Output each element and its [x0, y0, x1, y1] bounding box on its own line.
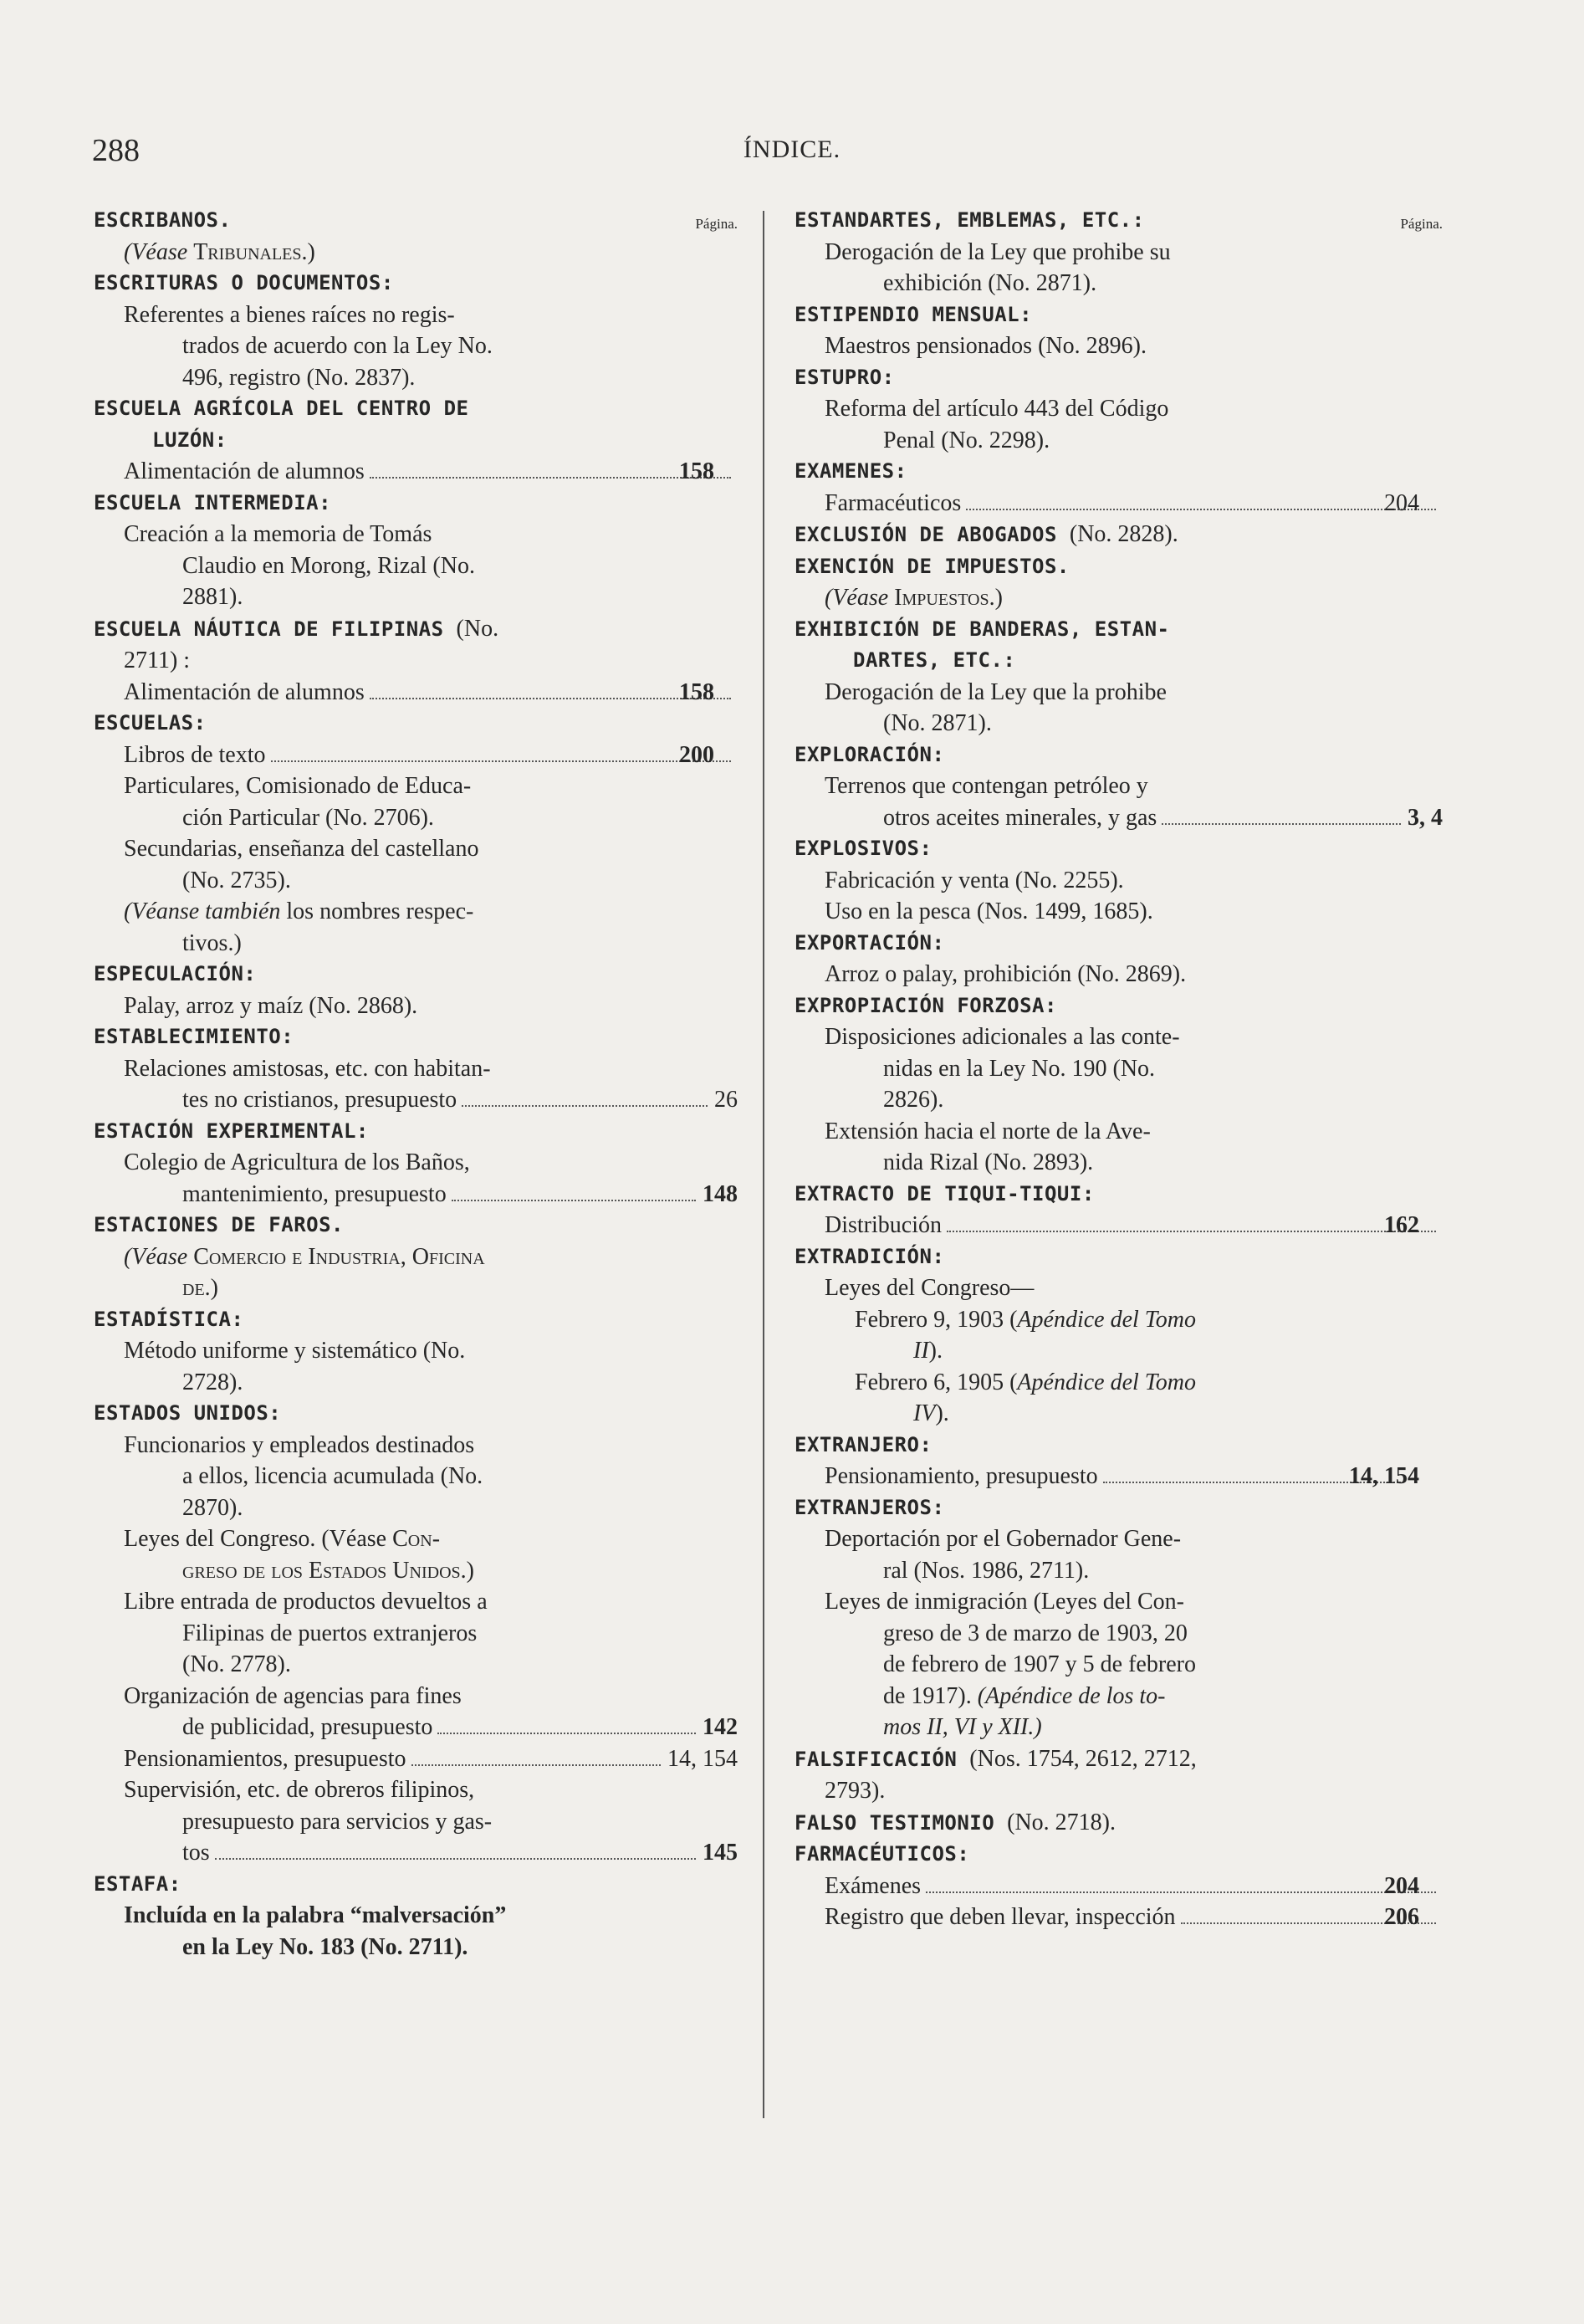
- entry-heading: EXHIBICIÓN DE BANDERAS, ESTAN-: [795, 617, 1170, 641]
- see-reference: [94, 896, 738, 959]
- index-entry: [94, 393, 738, 488]
- entry-heading: ESTANDARTES, EMBLEMAS, ETC.:: [795, 208, 1145, 232]
- entry-line: presupuesto para servicios y gas-: [182, 1808, 493, 1835]
- sub-entry: Alimentación de alumnos 158: [94, 456, 738, 488]
- index-entry: [94, 1304, 738, 1399]
- index-entry: [94, 1398, 738, 1869]
- entry-heading: ESCUELA INTERMEDIA:: [94, 490, 332, 514]
- pagina-label-right: Página.: [1400, 216, 1443, 232]
- index-entry: [795, 928, 1443, 991]
- sub-entry: Registro que deben llevar, inspección 206: [795, 1902, 1443, 1933]
- index-entry: [795, 362, 1443, 457]
- entry-heading: EXTRACTO DE TIQUI-TIQUI:: [795, 1181, 1095, 1206]
- heading-tail: (No. 2828).: [1069, 521, 1178, 547]
- entry-line: 2711) :: [124, 648, 191, 673]
- entry-heading: [795, 519, 1443, 551]
- heading-text: FALSIFICACIÓN: [795, 1747, 958, 1771]
- entry-line: Distribución: [825, 1212, 942, 1238]
- sub-entry: [94, 1743, 738, 1775]
- entry-line-italic: IV: [913, 1400, 936, 1426]
- entry-heading: ESCUELAS:: [94, 711, 207, 735]
- entry-heading: [795, 1743, 1443, 1776]
- leader-dots: [947, 1231, 1436, 1232]
- leader-dots: [271, 760, 731, 762]
- entry-line: Método uniforme y sistemático (No.: [124, 1338, 466, 1364]
- sub-entry-cont: [795, 802, 1443, 834]
- leader-dots: [462, 1105, 708, 1107]
- leader-dots: [370, 477, 731, 479]
- entry-line: mantenimiento, presupuesto: [182, 1180, 447, 1207]
- index-entry: [94, 1116, 738, 1211]
- entry-heading: EXPLOSIVOS:: [795, 837, 933, 860]
- entry-heading: ESTACIONES DE FAROS.: [94, 1213, 344, 1236]
- index-entry: [795, 740, 1443, 834]
- see-reference: [795, 582, 1443, 614]
- entry-line: de 1917).: [883, 1682, 972, 1709]
- entry-line: exhibición (No. 2871).: [883, 270, 1097, 296]
- entry-line: Febrero 9, 1903 (: [855, 1306, 1018, 1333]
- page-number: 288: [92, 133, 140, 168]
- entry-line: Libre entrada de productos devueltos a: [124, 1589, 488, 1615]
- page-ref: 3, 4: [1408, 804, 1443, 831]
- page-ref: 148: [703, 1180, 738, 1207]
- entry-line-italic: mos II, VI y XII.): [883, 1714, 1042, 1740]
- sub-entry: [94, 1335, 738, 1398]
- entry-line: Leyes de inmigración (Leyes del Con-: [825, 1589, 1184, 1615]
- sub-entry: [94, 1586, 738, 1681]
- entry-line: 2870).: [182, 1494, 243, 1521]
- entry-line: ).: [928, 1338, 943, 1364]
- entry-line: Alimentación de alumnos: [124, 458, 365, 484]
- heading-tail: (No.: [456, 615, 499, 642]
- entry-heading: EXPROPIACIÓN FORZOSA:: [795, 993, 1057, 1017]
- see-target: Impuestos.): [894, 585, 1003, 611]
- entry-heading-cont: DARTES, ETC.:: [853, 648, 1016, 672]
- entry-heading: ESCRIBANOS.: [94, 208, 232, 232]
- entry-line: (No. 2778).: [182, 1651, 291, 1677]
- see-label: (Véase: [124, 238, 188, 265]
- sub-entry: Alimentación de alumnos 158: [94, 677, 738, 709]
- entry-heading: EXAMENES:: [795, 459, 907, 483]
- see-reference: [94, 1241, 738, 1304]
- leader-dots: [437, 1733, 696, 1734]
- entry-line: Registro que deben llevar, inspección: [825, 1904, 1176, 1930]
- entry-line: Referentes a bienes raíces no regis-: [124, 301, 455, 328]
- entry-heading: ESPECULACIÓN:: [94, 962, 257, 985]
- sub-entry: Colegio de Agricultura de los Baños,: [124, 1149, 470, 1175]
- entry-line: 2881).: [182, 584, 243, 610]
- entry-line: Alimentación de alumnos: [124, 678, 365, 705]
- index-entry: [795, 614, 1443, 740]
- page-ref: 14, 154: [1349, 1463, 1419, 1489]
- entry-line: Extensión hacia el norte de la Ave-: [825, 1118, 1151, 1144]
- sub-entry: [795, 393, 1443, 456]
- index-entry: [795, 1241, 1443, 1430]
- page-ref: 14, 154: [667, 1745, 738, 1772]
- sub-entry: [795, 1586, 1443, 1743]
- sub-entry-cont: [94, 1179, 738, 1211]
- index-entry: [795, 1179, 1443, 1241]
- sub-entry-cont: [94, 1712, 738, 1743]
- heading-text: EXCLUSIÓN DE ABOGADOS: [795, 523, 1057, 546]
- sub-entry: Exámenes 204: [795, 1871, 1443, 1902]
- index-entry: [795, 519, 1443, 551]
- entry-line: Febrero 6, 1905 (: [855, 1369, 1018, 1395]
- sub-entry: Fabricación y venta (No. 2255).: [825, 867, 1124, 893]
- entry-heading: FARMACÉUTICOS:: [795, 1842, 970, 1866]
- entry-heading: ESTAFA:: [94, 1871, 181, 1896]
- index-entry: [94, 708, 738, 959]
- leader-dots: [966, 509, 1436, 510]
- index-entry: [94, 488, 738, 613]
- heading-text: ESCUELA NÁUTICA DE FILIPINAS: [94, 617, 444, 641]
- entry-heading: ESTIPENDIO MENSUAL:: [795, 302, 1033, 326]
- leader-dots: [411, 1764, 661, 1766]
- entry-line: 2826).: [883, 1087, 944, 1113]
- heading-tail: (Nos. 1754, 2612, 2712,: [969, 1745, 1197, 1772]
- heading-tail: (No. 2718).: [1007, 1809, 1116, 1835]
- index-entry: [94, 1869, 738, 1963]
- index-entry: [795, 1807, 1443, 1840]
- entry-line: Particulares, Comisionado de Educa-: [124, 773, 472, 799]
- sub-entry: Palay, arroz y maíz (No. 2868).: [124, 992, 418, 1019]
- sub-entry: [94, 1523, 738, 1586]
- column-divider: [763, 211, 764, 2118]
- entry-heading: EXENCIÓN DE IMPUESTOS.: [795, 554, 1070, 578]
- running-title: ÍNDICE.: [743, 136, 841, 163]
- entry-line: nida Rizal (No. 2893).: [883, 1149, 1094, 1175]
- sub-entry: Uso en la pesca (Nos. 1499, 1685).: [825, 898, 1153, 924]
- entry-line: Exámenes: [825, 1872, 922, 1899]
- entry-heading-cont: LUZÓN:: [152, 427, 227, 452]
- entry-line: de febrero de 1907 y 5 de febrero: [883, 1651, 1196, 1677]
- left-column: [94, 205, 738, 1963]
- leader-dots: [452, 1200, 696, 1201]
- entry-heading: EXTRANJEROS:: [795, 1495, 945, 1519]
- sub-entry: [94, 1774, 738, 1837]
- sub-entry: Leyes del Congreso—: [825, 1275, 1035, 1301]
- entry-line: Supervisión, etc. de obreros filipinos,: [124, 1777, 475, 1803]
- page-ref: 26: [714, 1087, 738, 1113]
- sub-entry: [94, 770, 738, 833]
- sub-entry: Maestros pensionados (No. 2896).: [825, 333, 1147, 359]
- sub-entry: Relaciones amistosas, etc. con habitan-: [124, 1055, 491, 1082]
- see-target: Comercio e Industria, Oficina: [193, 1243, 485, 1270]
- entry-heading: EXTRANJERO:: [795, 1432, 933, 1456]
- entry-line: greso de 3 de marzo de 1903, 20: [883, 1620, 1188, 1646]
- entry-line: Derogación de la Ley que la prohibe: [825, 678, 1167, 705]
- sub-entry: [795, 237, 1443, 299]
- index-entry: [795, 299, 1443, 362]
- entry-line: ción Particular (No. 2706).: [182, 804, 434, 831]
- index-entry: [795, 551, 1443, 614]
- index-entry: [795, 1839, 1443, 1933]
- right-column: [795, 205, 1443, 1933]
- pagina-label-left: Página.: [695, 216, 738, 232]
- index-entry: [94, 1021, 738, 1116]
- entry-heading: ESCRITURAS O DOCUMENTOS:: [94, 271, 394, 294]
- sub-entry: Arroz o palay, prohibición (No. 2869).: [825, 961, 1187, 987]
- sub-entry: Distribución 162: [795, 1210, 1443, 1241]
- entry-line: tes no cristianos, presupuesto: [182, 1087, 457, 1113]
- entry-line: 496, registro (No. 2837).: [182, 364, 416, 391]
- entry-heading: ESTACIÓN EXPERIMENTAL:: [94, 1118, 369, 1143]
- entry-line: 2793).: [825, 1778, 886, 1804]
- sub-entry: Terrenos que contengan petróleo y: [825, 773, 1148, 799]
- leader-dots: [1162, 823, 1401, 825]
- entry-line-italic: II: [913, 1338, 929, 1364]
- entry-line: los nombres respec-: [286, 898, 474, 924]
- see-target: Con-: [392, 1526, 441, 1552]
- see-label: (Véanse también: [124, 898, 281, 924]
- sub-entry-cont: [94, 1084, 738, 1116]
- index-entry: [795, 1430, 1443, 1492]
- index-entry: [795, 1492, 1443, 1743]
- entry-heading: ESTADOS UNIDOS:: [94, 1401, 282, 1425]
- entry-line: tos: [182, 1840, 210, 1866]
- entry-line: Derogación de la Ley que prohibe su: [825, 238, 1171, 265]
- see-target: de.): [182, 1275, 218, 1301]
- entry-line: Deportación por el Gobernador Gene-: [825, 1526, 1182, 1552]
- see-reference: [94, 237, 738, 269]
- entry-line: (No. 2871).: [883, 710, 992, 736]
- sub-entry: [94, 1430, 738, 1524]
- index-entry: [94, 613, 738, 709]
- sub-entry: [94, 833, 738, 896]
- leader-dots: [370, 698, 731, 699]
- see-label: (Véase: [825, 585, 889, 611]
- sub-entry: [94, 1900, 738, 1963]
- entry-heading: EXPORTACIÓN:: [795, 930, 945, 955]
- entry-line: Creación a la memoria de Tomás: [124, 521, 432, 547]
- entry-line: Reforma del artículo 443 del Código: [825, 396, 1169, 422]
- entry-line: Leyes del Congreso. (Véase: [124, 1526, 387, 1552]
- heading-text: FALSO TESTIMONIO: [795, 1810, 995, 1835]
- entry-line: Incluída en la palabra “malversación”: [124, 1902, 507, 1928]
- entry-line: Funcionarios y empleados destinados: [124, 1431, 475, 1458]
- page-ref: 145: [703, 1840, 738, 1866]
- entry-line: trados de acuerdo con la Ley No.: [182, 333, 493, 359]
- index-entry: [795, 833, 1443, 928]
- entry-line: ).: [935, 1400, 949, 1426]
- entry-line: Disposiciones adicionales a las conte-: [825, 1024, 1180, 1050]
- entry-heading: ESTABLECIMIENTO:: [94, 1025, 294, 1048]
- entry-line: en la Ley No. 183 (No. 2711).: [182, 1933, 468, 1960]
- entry-line: Farmacéuticos: [825, 489, 962, 516]
- entry-heading: EXTRADICIÓN:: [795, 1244, 945, 1268]
- entry-line: Penal (No. 2298).: [883, 427, 1050, 453]
- entry-heading: ESTADÍSTICA:: [94, 1307, 244, 1331]
- index-entry: [94, 1210, 738, 1304]
- entry-line: de publicidad, presupuesto: [182, 1714, 433, 1740]
- entry-heading: [94, 613, 738, 646]
- entry-line: 2728).: [182, 1369, 243, 1395]
- entry-line: otros aceites minerales, y gas: [883, 804, 1157, 831]
- sub-entry: [94, 519, 738, 613]
- page-ref: 142: [703, 1714, 738, 1740]
- sub-entry: [94, 299, 738, 394]
- entry-line: tivos.): [182, 929, 242, 956]
- entry-line-italic: (Apéndice de los to-: [977, 1682, 1166, 1709]
- sub-entry: [795, 1461, 1443, 1492]
- entry-line: nidas en la Ley No. 190 (No.: [883, 1055, 1156, 1082]
- index-entry: [795, 205, 1443, 299]
- entry-line: ral (Nos. 1986, 2711).: [883, 1557, 1090, 1584]
- entry-line: Claudio en Morong, Rizal (No.: [182, 552, 475, 579]
- leader-dots: [215, 1858, 696, 1860]
- sub-entry: [795, 1021, 1443, 1116]
- index-entry: [94, 205, 738, 268]
- entry-heading: EXPLORACIÓN:: [795, 742, 945, 766]
- entry-line: Pensionamiento, presupuesto: [825, 1463, 1098, 1489]
- entry-line-italic: Apéndice del Tomo: [1017, 1369, 1197, 1395]
- sub-entry: [795, 677, 1443, 740]
- see-label: (Véase: [124, 1243, 188, 1270]
- leader-dots: [926, 1891, 1436, 1893]
- entry-heading: ESTUPRO:: [795, 365, 895, 389]
- index-entry: [94, 959, 738, 1021]
- sub-entry: Libros de texto 200: [94, 740, 738, 771]
- entry-line: a ellos, licencia acumulada (No.: [182, 1463, 483, 1489]
- entry-line: Secundarias, enseñanza del castellano: [124, 836, 479, 862]
- see-target: Tribunales.): [193, 238, 315, 265]
- index-entry: [795, 991, 1443, 1179]
- see-target: greso de los Estados Unidos.): [182, 1557, 474, 1584]
- index-entry: [94, 268, 738, 393]
- sub-entry: Organización de agencias para fines: [124, 1682, 462, 1709]
- entry-heading: [795, 1807, 1443, 1840]
- index-entry: [795, 1743, 1443, 1807]
- sub-sub-entry: [795, 1304, 1443, 1367]
- sub-entry-cont: [94, 1837, 738, 1869]
- entry-line: Filipinas de puertos extranjeros: [182, 1620, 478, 1646]
- sub-entry: [795, 1116, 1443, 1179]
- entry-line: Libros de texto: [124, 741, 266, 768]
- sub-entry: Farmacéuticos 204: [795, 488, 1443, 520]
- sub-entry: [795, 1523, 1443, 1586]
- entry-line-italic: Apéndice del Tomo: [1017, 1306, 1197, 1333]
- entry-line: (No. 2735).: [182, 867, 291, 893]
- index-entry: [795, 456, 1443, 519]
- entry-heading: ESCUELA AGRÍCOLA DEL CENTRO DE: [94, 397, 469, 420]
- entry-line: Pensionamientos, presupuesto: [124, 1745, 406, 1772]
- sub-sub-entry: [795, 1367, 1443, 1430]
